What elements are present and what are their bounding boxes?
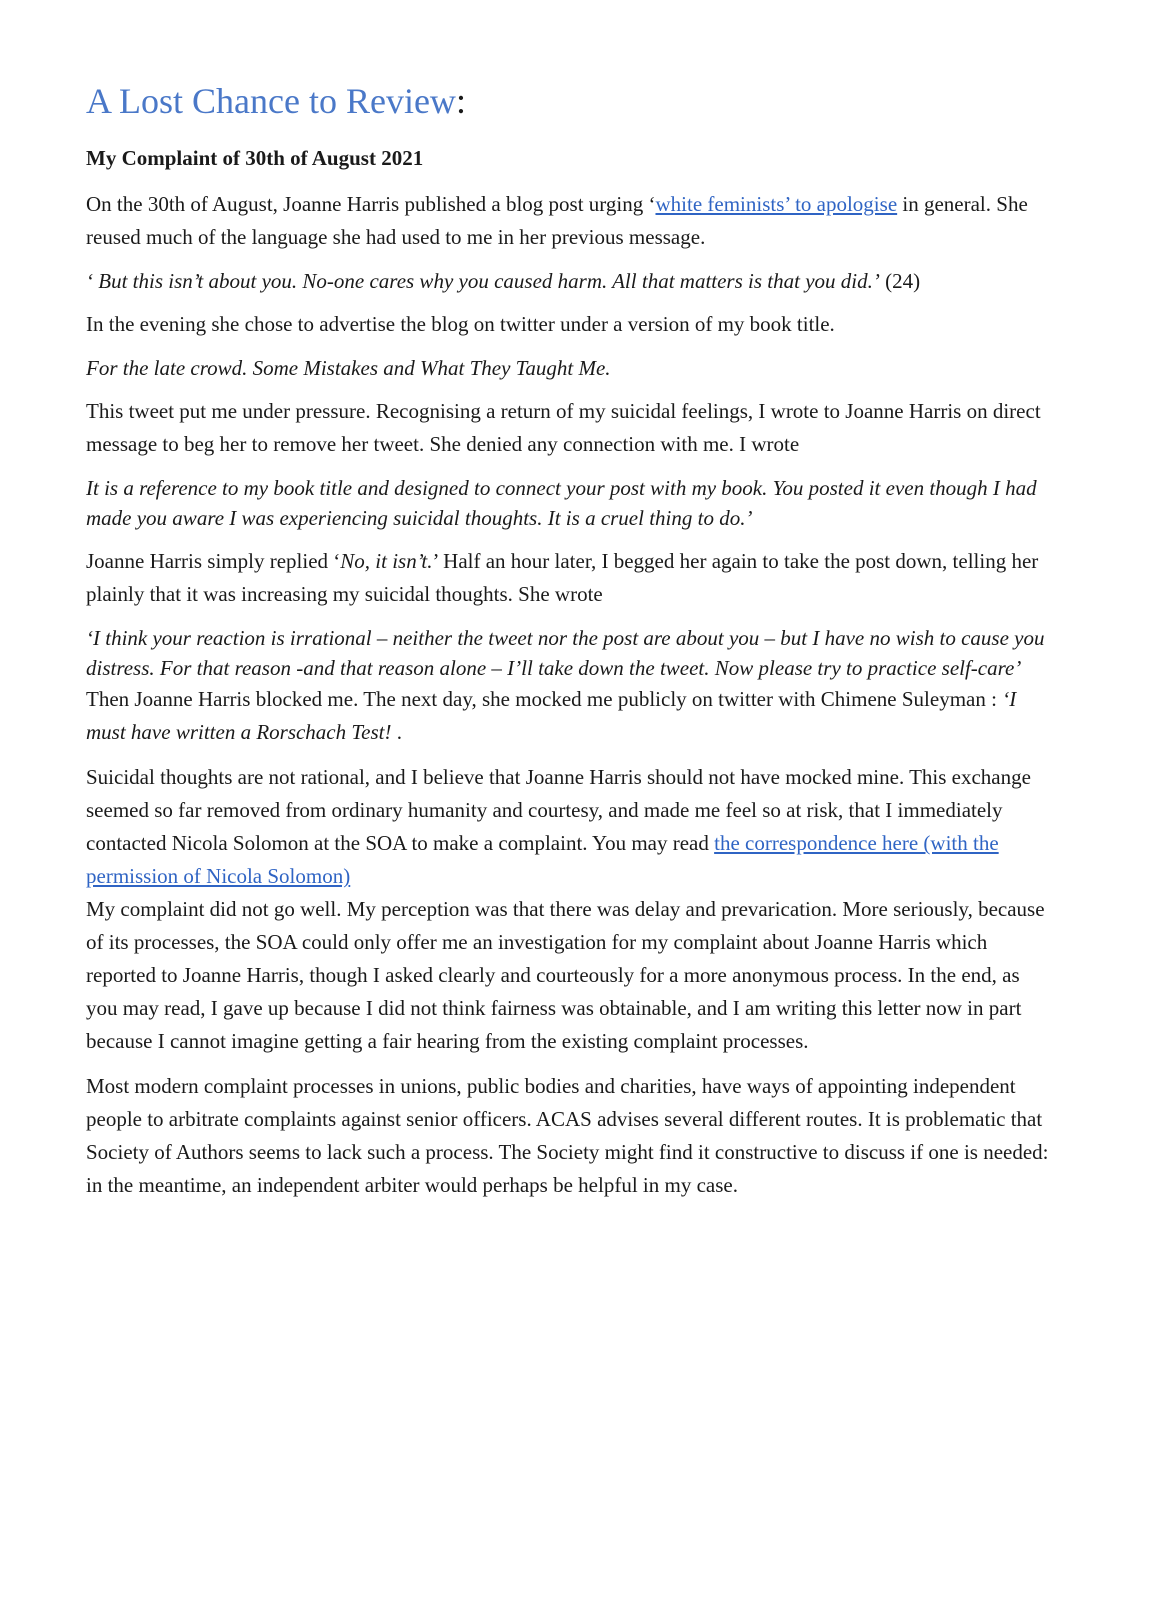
paragraph-suicidal-thoughts bbox=[86, 761, 1056, 893]
paragraph-text: On the 30th of August, Joanne Harris published a blog post urging ‘ bbox=[86, 192, 656, 217]
quote-text: ‘ But this isn’t about you. No-one cares why you caused harm. All that matters is that you did.’ bbox=[86, 269, 880, 294]
paragraph-blocked bbox=[86, 683, 1056, 749]
paragraph-complaint-processes: Most modern complaint processes in unions, public bodies and charities, have ways of appointing independent people to arbitrate complaints against senior officers. ACAS advises several different routes. It is problematic that Society of Authors seems to lack such a process. The Society might find it constructive to discuss if one is needed: in the meantime, an independent arbiter would perhaps be helpful in my case. bbox=[86, 1074, 1049, 1198]
paragraph-reply bbox=[86, 545, 1056, 611]
paragraph-text: . bbox=[396, 720, 402, 745]
page-title-colon: : bbox=[455, 81, 466, 121]
paragraph-text: Then Joanne Harris blocked me. The next day, she mocked me publicly on twitter with Chimene Suleyman : bbox=[86, 687, 1003, 712]
quote-direct-message: It is a reference to my book title and designed to connect your post with my book. You posted it even though I had made you aware I was experiencing suicidal thoughts. It is a cruel thing to do.’ bbox=[86, 476, 1037, 531]
correspondence-link[interactable]: the correspondence here (with the permission of Nicola Solomon) bbox=[86, 831, 999, 889]
paragraph-pressure: This tweet put me under pressure. Recognising a return of my suicidal feelings, I wrote to Joanne Harris on direct message to beg her to remove her tweet. She denied any connection with me. I wrote bbox=[86, 399, 1041, 457]
inline-quote: No, it isn’t. bbox=[340, 549, 433, 574]
inline-quote: ‘I must have written a Rorschach Test! bbox=[86, 687, 1017, 745]
paragraph-text: in general. She reused much of the language she had used to me in her previous message. bbox=[86, 192, 1028, 250]
page-title-text: A Lost Chance to Review bbox=[86, 81, 456, 121]
paragraph-text: Joanne Harris simply replied ‘ bbox=[86, 549, 341, 574]
paragraph-complaint-outcome: My complaint did not go well. My perception was that there was delay and prevarication. More seriously, because of its processes, the SOA could only offer me an investigation for my complaint about Joanne Harris which reported to Joanne Harris, though I asked clearly and courteously for a more anonymous process. In the end, as you may read, I gave up because I did not think fairness was obtainable, and I am writing this letter now in part because I cannot imagine getting a fair hearing from the existing complaint processes. bbox=[86, 897, 1045, 1054]
paragraph-evening-tweet: In the evening she chose to advertise the blog on twitter under a version of my book title. bbox=[86, 312, 835, 337]
quote-blog bbox=[86, 266, 1056, 296]
page-title bbox=[86, 80, 1056, 123]
quote-harris-reply: ‘I think your reaction is irrational – neither the tweet nor the post are about you – but I have no wish to cause you distress. For that reason -and that reason alone – I’ll take down the tweet. Now please try to practice self-care’ bbox=[86, 626, 1045, 681]
white-feminists-link[interactable]: white feminists’ to apologise bbox=[655, 192, 898, 217]
reference-number: (24) bbox=[879, 269, 921, 294]
paragraph-text: Suicidal thoughts are not rational, and I believe that Joanne Harris should not have mocked mine. This exchange seemed so far removed from ordinary humanity and courtesy, and made me feel so at risk, that I immediately contacted Nicola Solomon at the SOA to make a complaint. You may read bbox=[86, 765, 1031, 856]
paragraph-text: ’ Half an hour later, I begged her again to take the post down, telling her plainly that it was increasing my suicidal thoughts. She wrote bbox=[86, 549, 1039, 607]
quote-tweet: For the late crowd. Some Mistakes and What They Taught Me. bbox=[86, 356, 611, 381]
paragraph-blog-post bbox=[86, 188, 1056, 254]
section-heading: My Complaint of 30th of August 2021 bbox=[86, 146, 424, 171]
